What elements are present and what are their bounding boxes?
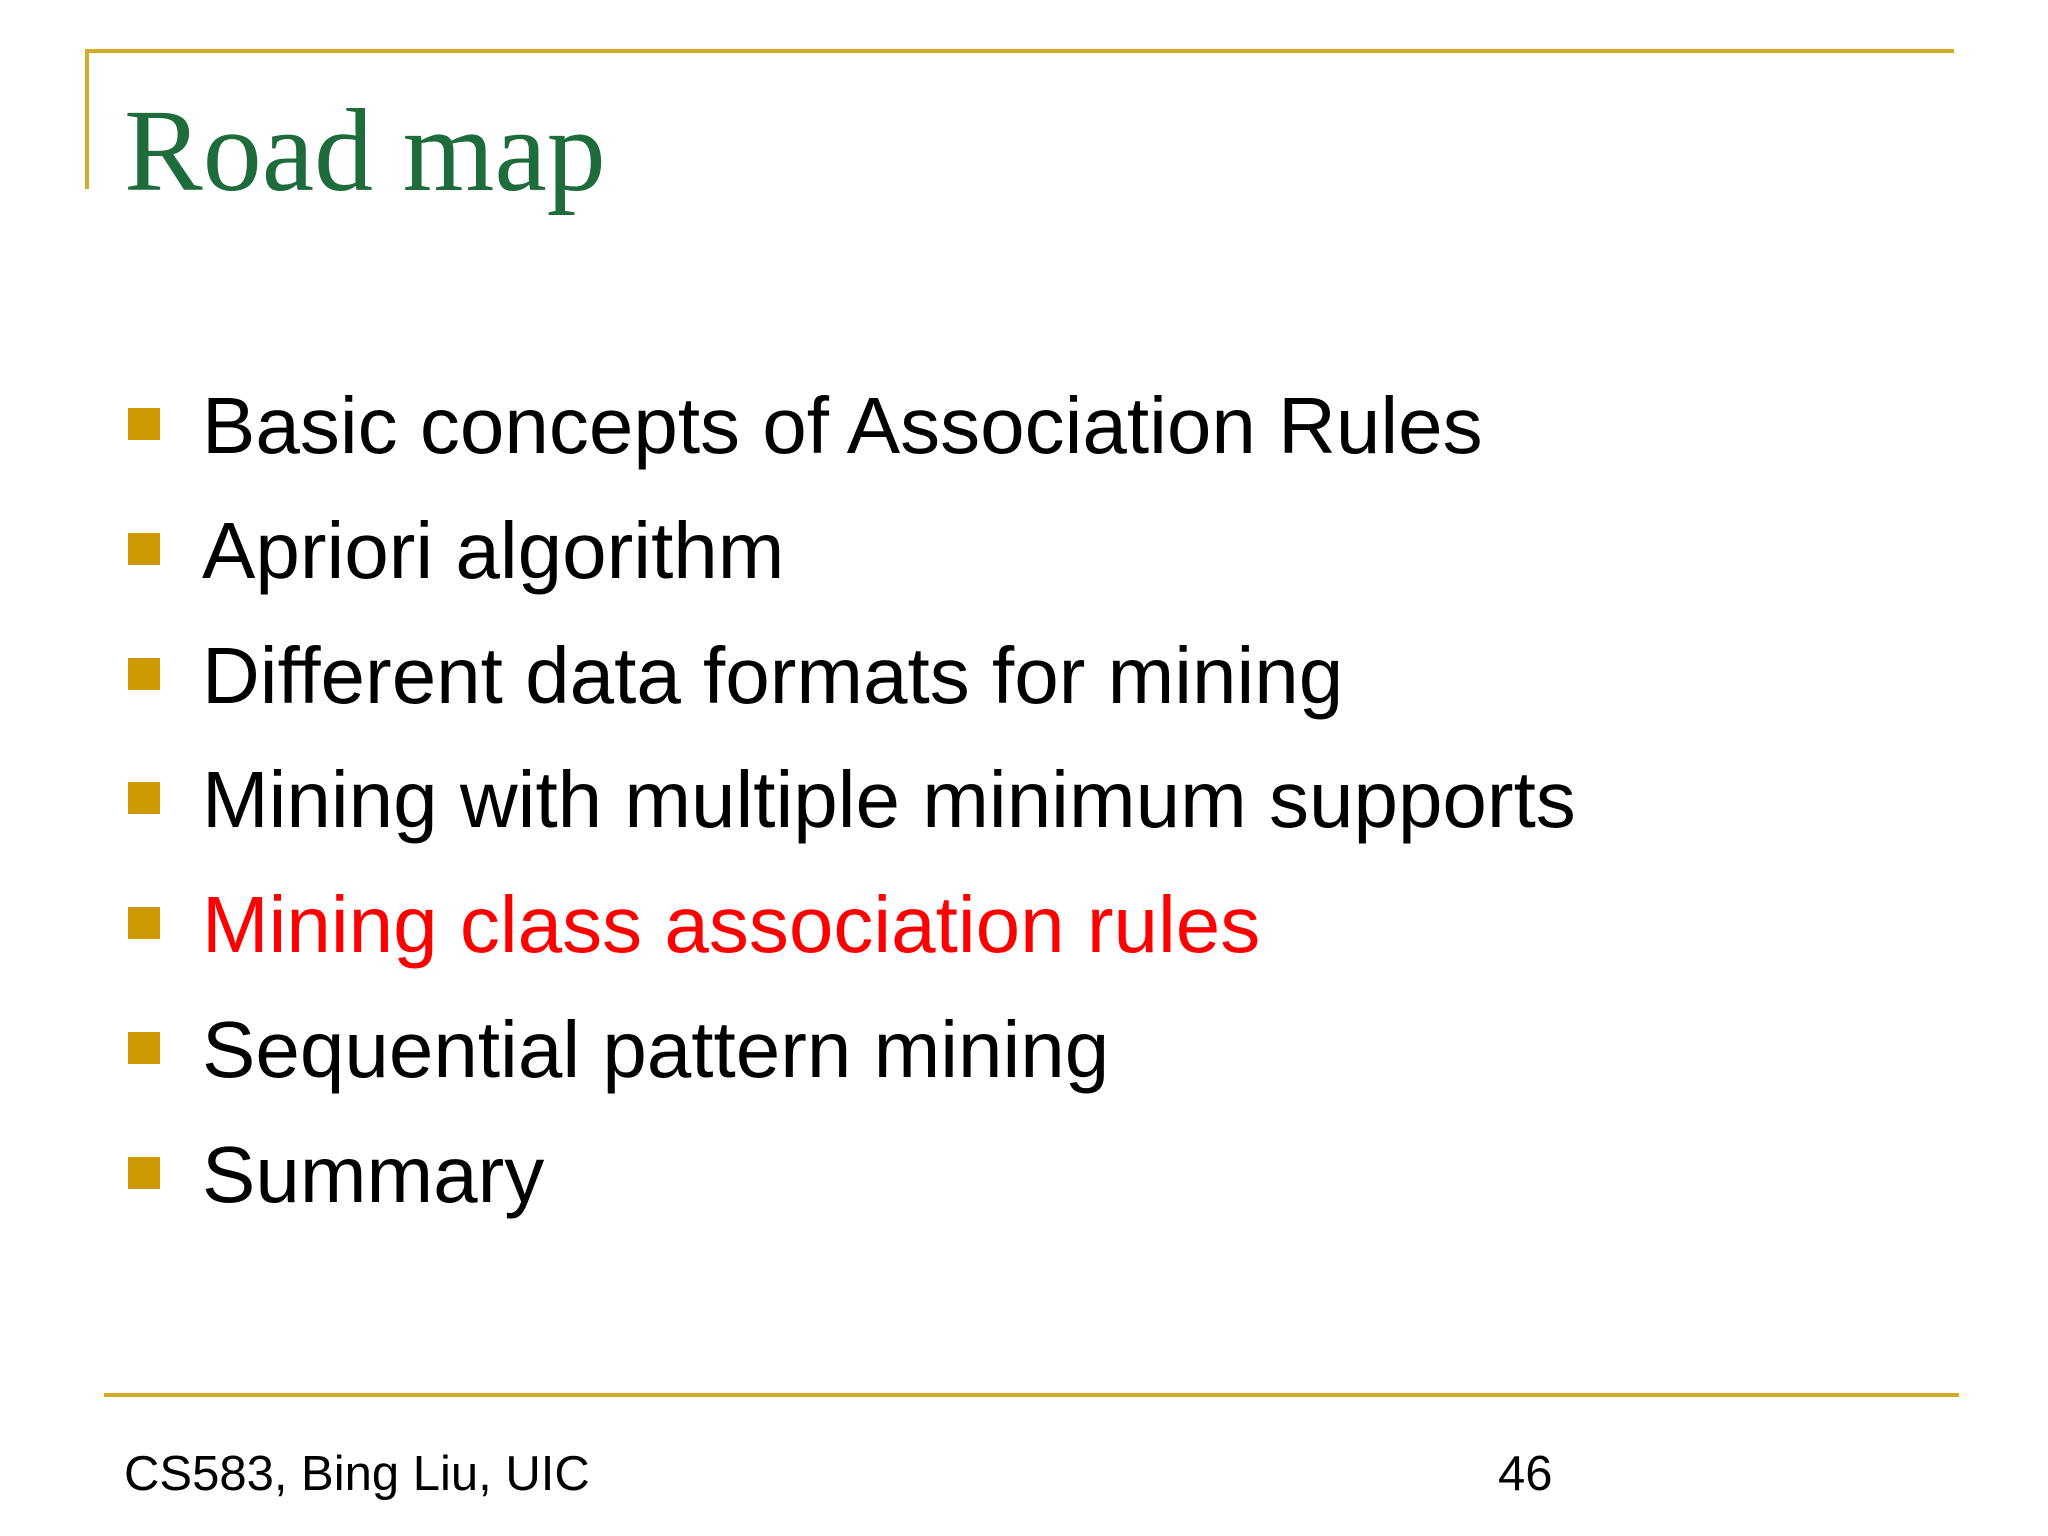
square-bullet-icon [128, 408, 160, 440]
footer-credit: CS583, Bing Liu, UIC [124, 1447, 590, 1501]
bullet-text: Summary [202, 1129, 545, 1219]
bullet-list [0, 376, 2048, 1250]
square-bullet-icon [128, 907, 160, 939]
square-bullet-icon [128, 1157, 160, 1189]
bullet-text: Mining with multiple minimum supports [202, 755, 1576, 845]
square-bullet-icon [128, 658, 160, 690]
list-item [0, 626, 2048, 751]
slide-title: Road map [124, 85, 606, 216]
left-border-rule [85, 49, 89, 189]
bullet-text: Different data formats for mining [202, 630, 1344, 720]
square-bullet-icon [128, 1032, 160, 1064]
bottom-rule [104, 1393, 1959, 1397]
list-item [0, 1000, 2048, 1125]
bullet-text: Basic concepts of Association Rules [202, 381, 1483, 470]
bullet-text-highlighted: Mining class association rules [202, 880, 1261, 970]
bullet-text: Apriori algorithm [202, 505, 785, 595]
list-item [0, 1125, 2048, 1250]
list-item [0, 875, 2048, 1000]
bullet-text: Sequential pattern mining [202, 1004, 1110, 1094]
list-item [0, 376, 2048, 501]
list-item [0, 750, 2048, 875]
list-item [0, 501, 2048, 626]
square-bullet-icon [128, 533, 160, 565]
top-border-rule [85, 49, 1954, 53]
square-bullet-icon [128, 782, 160, 814]
page-number: 46 [1498, 1447, 1553, 1501]
